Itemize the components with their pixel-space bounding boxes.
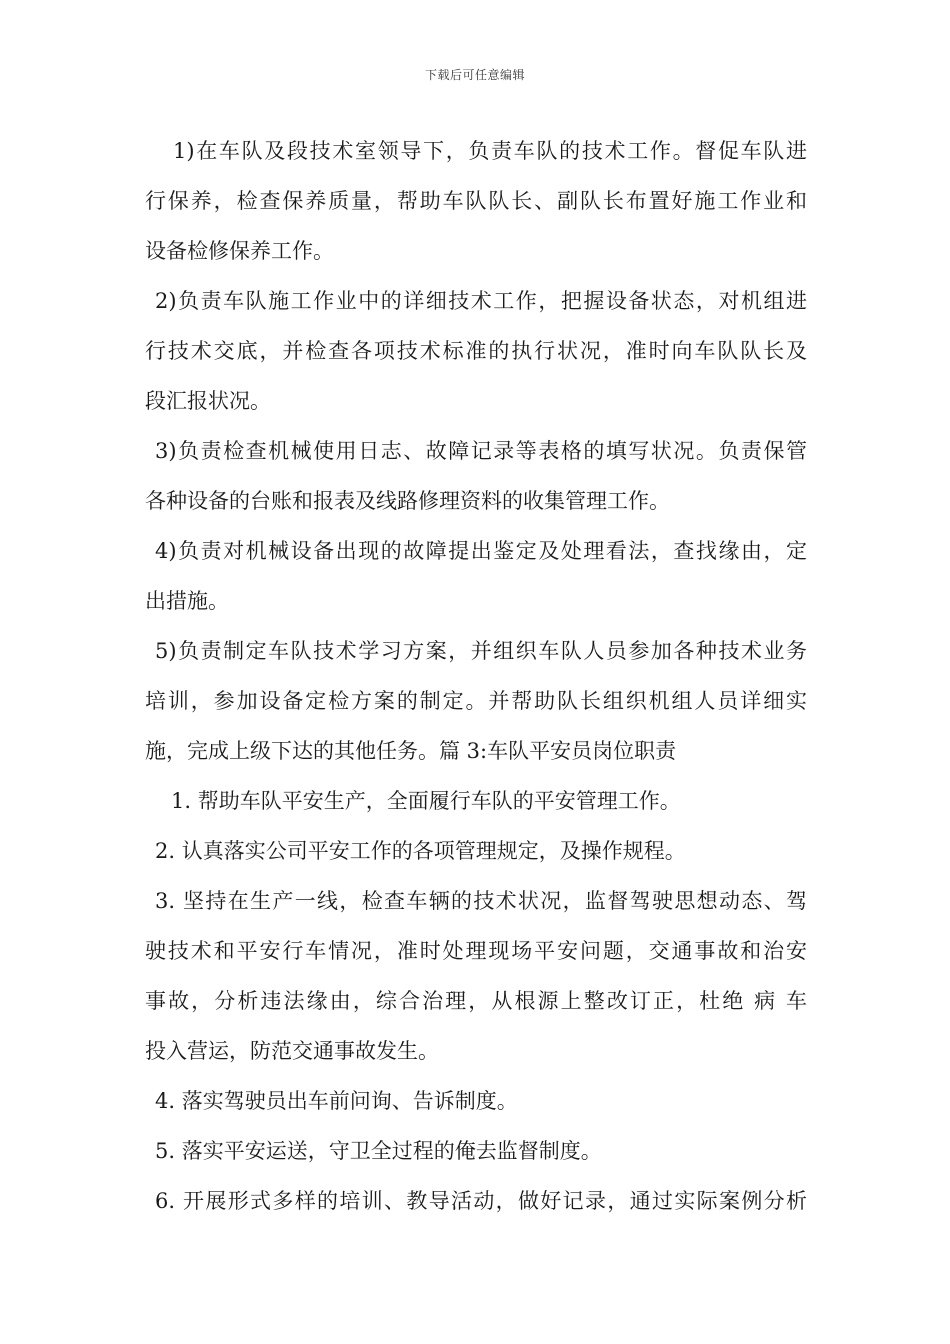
- paragraph-line: 设备检修保养工作。: [145, 239, 334, 263]
- paragraph-line: 行保养，检查保养质量，帮助车队队长、副队长布置好施工作业和: [145, 189, 807, 213]
- paragraph-line: 6. 开展形式多样的培训、教导活动，做好记录，通过实际案例分析: [155, 1189, 807, 1213]
- paragraph-line: 1. 帮助车队平安生产，全面履行车队的平安管理工作。: [171, 789, 681, 813]
- paragraph-line: 各种设备的台账和报表及线路修理资料的收集管理工作。: [145, 489, 670, 513]
- paragraph-line: 出措施。: [145, 589, 229, 613]
- paragraph-line: 2)负责车队施工作业中的详细技术工作，把握设备状态，对机组进: [155, 289, 807, 313]
- paragraph-line: 1)在车队及段技术室领导下，负责车队的技术工作。督促车队进: [173, 139, 807, 163]
- paragraph-line: 2. 认真落实公司平安工作的各项管理规定，及操作规程。: [155, 839, 686, 863]
- paragraph-line: 驶技术和平安行车情况，准时处理现场平安问题，交通事故和治安: [145, 939, 807, 963]
- document-body: [145, 126, 807, 1226]
- paragraph-line: 4)负责对机械设备出现的故障提出鉴定及处理看法，查找缘由，定: [155, 539, 807, 563]
- page-header: 下载后可任意编辑: [424, 68, 525, 82]
- paragraph-line: 3)负责检查机械使用日志、故障记录等表格的填写状况。负责保管: [155, 439, 807, 463]
- paragraph-line: 行技术交底，并检查各项技术标准的执行状况，准时向车队队长及: [145, 339, 807, 363]
- paragraph-line: 5)负责制定车队技术学习方案，并组织车队人员参加各种技术业务: [155, 639, 807, 663]
- paragraph-line: 事故，分析违法缘由，综合治理，从根源上整改订正，杜绝 病 车: [145, 989, 807, 1013]
- paragraph-line: 段汇报状况。: [145, 389, 271, 413]
- paragraph-line: 施，完成上级下达的其他任务。篇 3:车队平安员岗位职责: [145, 739, 677, 763]
- paragraph-line: 4. 落实驾驶员出车前问询、告诉制度。: [155, 1089, 518, 1113]
- paragraph-line: 投入营运，防范交通事故发生。: [145, 1039, 439, 1063]
- paragraph-line: 3. 坚持在生产一线，检查车辆的技术状况，监督驾驶思想动态、驾: [155, 889, 807, 913]
- paragraph-line: 5. 落实平安运送，守卫全过程的俺去监督制度。: [155, 1139, 602, 1163]
- paragraph-line: 培训，参加设备定检方案的制定。并帮助队长组织机组人员详细实: [145, 689, 807, 713]
